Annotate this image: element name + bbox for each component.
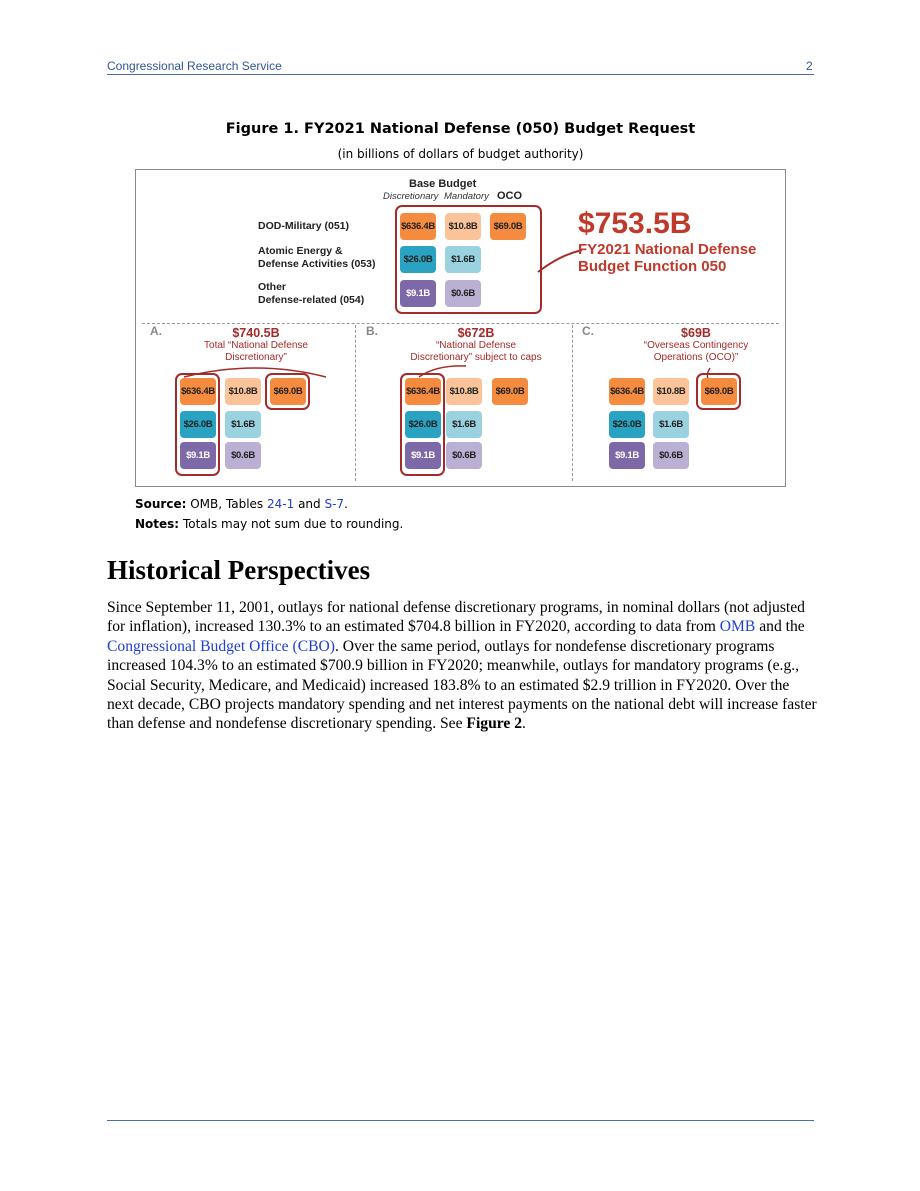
- panel-c-other-mandatory: $0.6B: [653, 442, 689, 469]
- figure-2-ref: Figure 2: [466, 715, 523, 733]
- page-number: 2: [806, 59, 813, 73]
- panel-b-atomic-discretionary: $26.0B: [405, 411, 441, 438]
- panel-b-dod-mandatory: $10.8B: [446, 378, 482, 405]
- budget-figure: [135, 169, 786, 487]
- footer-rule: [107, 1120, 814, 1121]
- source-link-24-1[interactable]: 24-1: [267, 497, 295, 511]
- panel-a-letter: A.: [150, 324, 162, 338]
- panel-a-amount: $740.5B: [232, 326, 280, 340]
- dod-discretionary-box: $636.4B: [400, 213, 436, 240]
- figure-source: Source: OMB, Tables 24-1 and S-7.: [135, 497, 348, 511]
- col-mandatory: Mandatory: [444, 191, 489, 202]
- total-description: FY2021 National Defense Budget Function 050: [578, 241, 757, 275]
- panel-b-atomic-mandatory: $1.6B: [446, 411, 482, 438]
- panel-a-dod-oco: $69.0B: [270, 378, 306, 405]
- figure-title: Figure 1. FY2021 National Defense (050) Budget Request: [225, 121, 696, 137]
- panel-c-dod-mandatory: $10.8B: [653, 378, 689, 405]
- figure-subtitle: (in billions of dollars of budget authority): [337, 147, 584, 161]
- panel-a-other-discretionary: $9.1B: [180, 442, 216, 469]
- panel-c-other-discretionary: $9.1B: [609, 442, 645, 469]
- dod-oco-box: $69.0B: [490, 213, 526, 240]
- panel-a-other-mandatory: $0.6B: [225, 442, 261, 469]
- panel-b-dod-discretionary: $636.4B: [405, 378, 441, 405]
- header-rule: [107, 74, 814, 75]
- panel-a-dod-mandatory: $10.8B: [225, 378, 261, 405]
- panel-a-description: Total “National Defense Discretionary”: [204, 340, 308, 363]
- panel-b-dod-oco: $69.0B: [492, 378, 528, 405]
- atomic-mandatory-box: $1.6B: [445, 246, 481, 273]
- panel-b-other-mandatory: $0.6B: [446, 442, 482, 469]
- row-label-atomic-energy: Atomic Energy & Defense Activities (053): [258, 245, 376, 270]
- running-header-title: Congressional Research Service: [107, 59, 282, 73]
- base-budget-label: Base Budget: [409, 178, 477, 190]
- cbo-link[interactable]: Congressional Budget Office (CBO): [107, 637, 335, 655]
- panel-a-atomic-discretionary: $26.0B: [180, 411, 216, 438]
- panel-c-atomic-mandatory: $1.6B: [653, 411, 689, 438]
- panel-a-dod-discretionary: $636.4B: [180, 378, 216, 405]
- panel-c-description: “Overseas Contingency Operations (OCO)”: [643, 340, 749, 363]
- col-oco: OCO: [497, 190, 523, 202]
- panel-a-atomic-mandatory: $1.6B: [225, 411, 261, 438]
- panel-c-dod-oco: $69.0B: [701, 378, 737, 405]
- section-heading: Historical Perspectives: [107, 555, 371, 585]
- panel-separator-1: [355, 325, 356, 481]
- panel-separator-horizontal: [142, 323, 779, 324]
- col-discretionary: Discretionary: [383, 191, 439, 202]
- row-label-dod-military: DOD-Military (051): [258, 220, 350, 232]
- panel-b-other-discretionary: $9.1B: [405, 442, 441, 469]
- dod-mandatory-box: $10.8B: [445, 213, 481, 240]
- panel-c-atomic-discretionary: $26.0B: [609, 411, 645, 438]
- panel-b-amount: $672B: [457, 326, 495, 340]
- other-discretionary-box: $9.1B: [400, 280, 436, 307]
- omb-link[interactable]: OMB: [719, 618, 756, 636]
- figure-notes: Notes: Totals may not sum due to rounding.: [135, 517, 404, 531]
- source-link-s-7[interactable]: S-7: [324, 497, 345, 511]
- panel-c-amount: $69B: [681, 326, 711, 340]
- panel-c-dod-discretionary: $636.4B: [609, 378, 645, 405]
- total-amount: $753.5B: [578, 207, 692, 240]
- panel-separator-2: [572, 325, 573, 481]
- panel-b-letter: B.: [366, 324, 378, 338]
- atomic-discretionary-box: $26.0B: [400, 246, 436, 273]
- panel-b-description: “National Defense Discretionary” subject to caps: [410, 340, 542, 363]
- panel-c-letter: C.: [582, 324, 594, 338]
- row-label-other-defense: Other Defense-related (054): [258, 281, 365, 306]
- other-mandatory-box: $0.6B: [445, 280, 481, 307]
- body-paragraph: Since September 11, 2001, outlays for national defense discretionary programs, in nominal dollars (not adjusted for inflation), increased 130.3% to an estimated $704.8 billion in FY2020, according to data from OMB and the Congressional Budget Office (CBO). Over the same period, outlays for nondefense discretionary programs increased 104.3% to an estimated $700.9 billion in FY2020; meanwhile, outlays for mandatory programs (e.g., Social Security, Medicare, and Medicaid) increased 183.8% to an estimated $2.9 trillion in FY2020. Over the next decade, CBO projects mandatory spending and net interest payments on the national debt will increase faster than defense and nondefense discretionary spending. See Figure 2.: [107, 599, 817, 733]
